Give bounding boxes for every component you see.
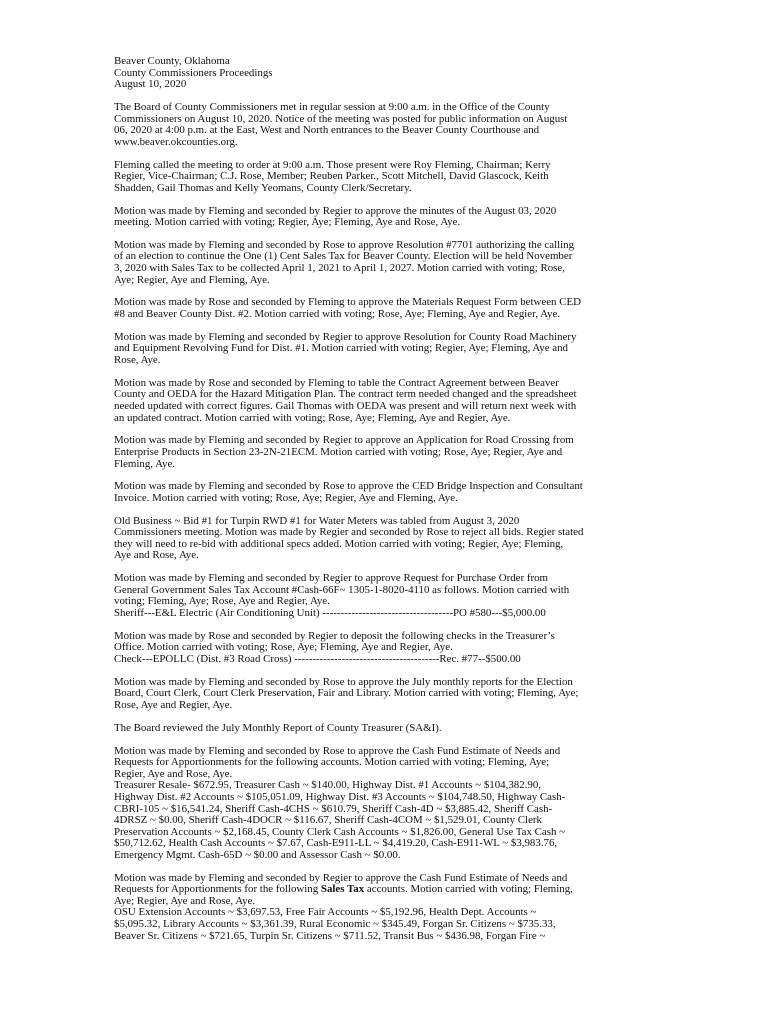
paragraph-line: Rose, Aye and Regier, Aye.	[114, 698, 233, 711]
paragraph-line: meeting. Motion carried with voting; Regier, Aye; Fleming, Aye and Rose, Aye.	[114, 216, 461, 229]
paragraph-line: Aye; Regier, Aye and Fleming, Aye.	[114, 273, 270, 286]
minutes-paragraph	[114, 481, 664, 504]
county-name: Beaver County, Oklahoma	[114, 55, 230, 67]
paragraph-line: Highway Dist. #2 Accounts ~ $105,051.09, Highway Dist. #3 Accounts ~ $104,748.50, Highway Cash-	[114, 790, 566, 803]
document-title: County Commissioners Proceedings	[114, 66, 273, 79]
paragraph-line: Requests for Apportionments for the following accounts. Motion carried with voting; Fleming, Aye;	[114, 756, 550, 769]
paragraph-line: Motion was made by Rose and seconded by Fleming to approve the Materials Request Form between CED	[114, 296, 581, 309]
paragraph-line: $50,712.62, Health Cash Accounts ~ $7.67, Cash-E911-LL ~ $4,419.20, Cash-E911-WL ~ $3,983.76,	[114, 837, 558, 850]
paragraph-line: $5,095.32, Library Accounts ~ $3,361.39, Rural Economic ~ $345.49, Forgan Sr. Citizens ~ $735.33,	[114, 918, 556, 931]
paragraph-line: Rose, Aye.	[114, 354, 161, 366]
paragraph-line: Motion was made by Rose and seconded by Regier to deposit the following checks in the Treasurer’s	[114, 629, 555, 642]
paragraph-line: The Board of County Commissioners met in regular session at 9:00 a.m. in the Office of the County	[114, 100, 550, 113]
paragraph-line: Emergency Mgmt. Cash-65D ~ $0.00 and Assessor Cash ~ $0.00.	[114, 848, 401, 861]
paragraph-line: Preservation Accounts ~ $2,168.45, County Clerk Cash Accounts ~ $1,826.00, General Use Tax Cash ~	[114, 825, 566, 838]
paragraph-line: Fleming called the meeting to order at 9:00 a.m. Those present were Roy Fleming, Chairman; Kerry	[114, 158, 551, 171]
minutes-paragraph	[114, 206, 664, 229]
paragraph-line: Commissioners meeting. Motion was made by Regier and seconded by Rose to reject all bids. Regier stated	[114, 526, 584, 539]
paragraph-line: Aye; Regier, Aye and Rose, Aye.	[114, 894, 256, 907]
paragraph-line: Motion was made by Fleming and seconded by Rose to approve Resolution #7701 authorizing the calling	[114, 238, 575, 251]
paragraph-line: Invoice. Motion carried with voting; Rose, Aye; Regier, Aye and Fleming, Aye.	[114, 491, 458, 504]
sales-tax-paragraph	[114, 873, 664, 943]
line-text: accounts. Motion carried with voting; Fleming,	[364, 883, 573, 896]
paragraph-line: needed updated with correct figures. Gail Thomas with OEDA was present and will return next week with	[114, 399, 577, 412]
paragraph-line: Regier, Vice-Chairman; C.J. Rose, Member; Reuben Parker., Scott Mitchell, David Glascock, Keith	[114, 170, 549, 183]
minutes-paragraph	[114, 102, 664, 148]
paragraph-line: Motion was made by Fleming and seconded by Rose to approve the CED Bridge Inspection and Consultant	[114, 480, 583, 493]
minutes-paragraph	[114, 240, 664, 286]
document-page	[114, 56, 664, 953]
paragraph-line: Fleming, Aye.	[114, 457, 176, 470]
minutes-body	[114, 102, 664, 862]
paragraph-line: Enterprise Products in Section 23-2N-21ECM. Motion carried with voting; Rose, Aye; Regier, Aye and	[114, 445, 563, 458]
sales-tax-emphasis: Sales Tax	[320, 883, 365, 896]
paragraph-line: Motion was made by Fleming and seconded by Regier to approve Resolution for County Road Machinery	[114, 330, 577, 343]
meeting-date: August 10, 2020	[114, 78, 187, 91]
paragraph-line: Old Business ~ Bid #1 for Turpin RWD #1 for Water Meters was tabled from August 3, 2020	[114, 514, 520, 527]
paragraph-line: Treasurer Resale- $672.95, Treasurer Cash ~ $140.00, Highway Dist. #1 Accounts ~ $104,382.90,	[114, 779, 541, 792]
paragraph-line: Aye and Rose, Aye.	[114, 549, 199, 562]
document-header	[114, 56, 664, 91]
paragraph-line: and Equipment Revolving Fund for Dist. #1. Motion carried with voting; Regier, Aye; Fleming, Aye and	[114, 342, 569, 355]
paragraph-line: #8 and Beaver County Dist. #2. Motion carried with voting; Rose, Aye; Fleming, Aye and Regier, Aye.	[114, 308, 561, 321]
paragraph-line: 3, 2020 with Sales Tax to be collected April 1, 2021 to April 1, 2027. Motion carried with voting; Rose,	[114, 262, 565, 275]
paragraph-line: Shadden, Gail Thomas and Kelly Yeomans, County Clerk/Secretary.	[114, 181, 412, 194]
minutes-paragraph	[114, 160, 664, 195]
paragraph-line: Motion was made by Fleming and seconded by Rose to approve the July monthly reports for the Election	[114, 675, 573, 688]
paragraph-line: Check---EPOLLC (Dist. #3 Road Cross) ----------------------------------------Rec. #77--$500.00	[114, 653, 521, 665]
paragraph-line: OSU Extension Accounts ~ $3,697.53, Free Fair Accounts ~ $5,192.96, Health Dept. Accounts ~	[114, 906, 537, 919]
minutes-paragraph	[114, 435, 664, 470]
paragraph-line: Motion was made by Rose and seconded by Fleming to table the Contract Agreement between Beaver	[114, 376, 559, 389]
minutes-paragraph	[114, 746, 664, 862]
paragraph-line: voting; Fleming, Aye; Rose, Aye and Regier, Aye.	[114, 595, 330, 608]
minutes-paragraph	[114, 677, 664, 712]
paragraph-line: Motion was made by Fleming and seconded by Regier to approve the minutes of the August 03, 2020	[114, 204, 557, 217]
paragraph-line: The Board reviewed the July Monthly Report of County Treasurer (SA&I).	[114, 721, 442, 734]
minutes-paragraph	[114, 297, 664, 320]
paragraph-line: an updated contract. Motion carried with voting; Rose, Aye; Fleming, Aye and Regier, Aye.	[114, 411, 511, 424]
paragraph-line: CBRI-105 ~ $16,541.24, Sheriff Cash-4CHS ~ $610.79, Sheriff Cash-4D ~ $3,885.42, Sheriff Cash-	[114, 802, 553, 815]
paragraph-line: Board, Court Clerk, Court Clerk Preservation, Fair and Library. Motion carried with voting; Fleming, Aye;	[114, 687, 579, 700]
minutes-paragraph	[114, 516, 664, 562]
paragraph-line: General Government Sales Tax Account #Cash-66F~ 1305-1-8020-4110 as follows. Motion carried with	[114, 583, 570, 596]
paragraph-line: 06, 2020 at 4:00 p.m. at the East, West and North entrances to the Beaver County Courthouse and	[114, 124, 540, 137]
line-text: Requests for Apportionments for the following	[114, 883, 321, 896]
paragraph-line: Motion was made by Fleming and seconded by Regier to approve the Cash Fund Estimate of Needs and	[114, 871, 568, 884]
paragraph-line: Commissioners on August 10, 2020. Notice of the meeting was posted for public information on August	[114, 112, 568, 125]
paragraph-line: Sheriff---E&L Electric (Air Conditioning Unit) ------------------------------------PO #580---$5,000.00	[114, 607, 546, 620]
paragraph-line: of an election to continue the One (1) Cent Sales Tax for Beaver County. Election will be held November	[114, 250, 573, 263]
minutes-paragraph	[114, 332, 664, 367]
paragraph-line: County and OEDA for the Hazard Mitigation Plan. The contract term needed changed and the spreadsheet	[114, 388, 577, 401]
paragraph-line: 4DRSZ ~ $0.00, Sheriff Cash-4DOCR ~ $116.67, Sheriff Cash-4COM ~ $1,529.01, County Clerk	[114, 814, 542, 827]
paragraph-line: Beaver Sr. Citizens ~ $721.65, Turpin Sr. Citizens ~ $711.52, Transit Bus ~ $436.98, Forgan Fire ~	[114, 929, 546, 942]
paragraph-line: they will need to re-bid with additional specs added. Motion carried with voting; Regier, Aye; Fleming,	[114, 537, 564, 550]
minutes-paragraph	[114, 378, 664, 424]
paragraph-line: Motion was made by Fleming and seconded by Regier to approve an Application for Road Crossing from	[114, 434, 574, 447]
paragraph-line: Motion was made by Fleming and seconded by Rose to approve the Cash Fund Estimate of Needs and	[114, 744, 561, 757]
paragraph-line: Motion was made by Fleming and seconded by Regier to approve Request for Purchase Order from	[114, 572, 549, 585]
paragraph-line: www.beaver.okcounties.org.	[114, 135, 238, 148]
paragraph-line: Regier, Aye and Rose, Aye.	[114, 767, 233, 780]
paragraph-line: Office. Motion carried with voting; Rose, Aye; Fleming, Aye and Regier, Aye.	[114, 641, 453, 654]
minutes-paragraph	[114, 631, 664, 666]
minutes-paragraph	[114, 723, 664, 735]
minutes-paragraph	[114, 573, 664, 619]
